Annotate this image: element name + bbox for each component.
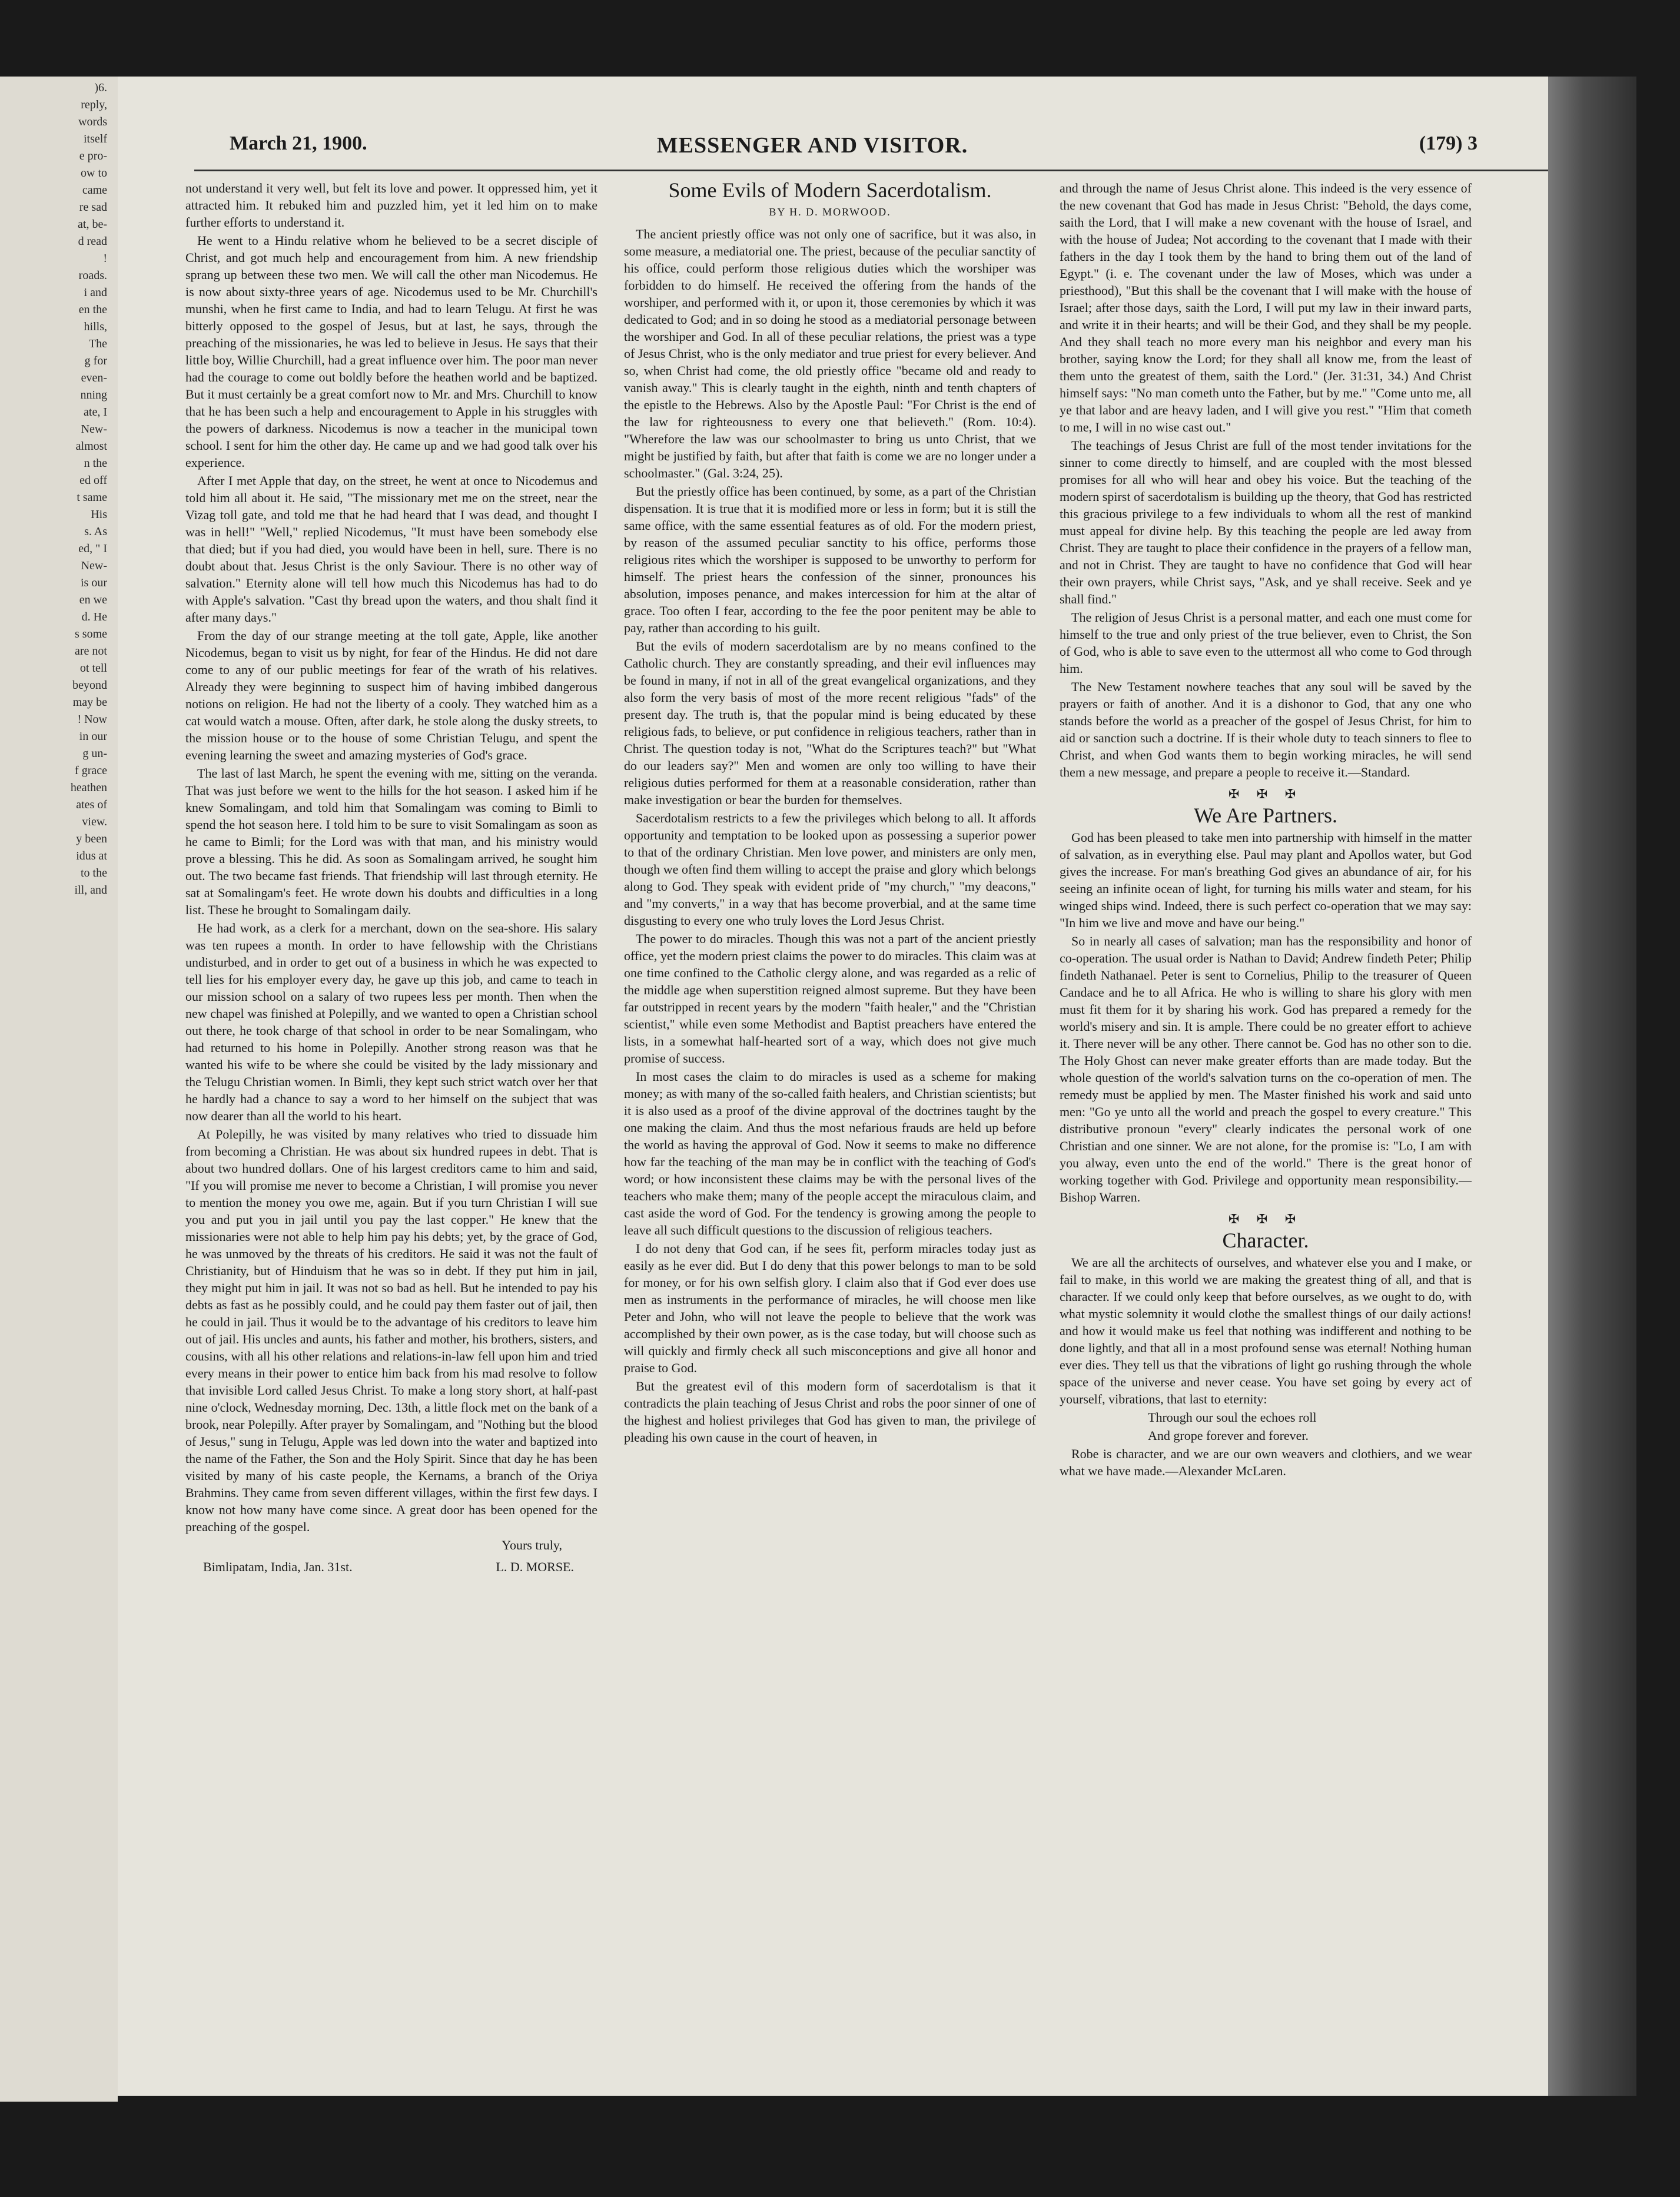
section-ornament: ✠ ✠ ✠	[1228, 786, 1303, 801]
adjacent-text-fragment: in our	[79, 730, 107, 743]
partners-paragraph: God has been pleased to take men into partnership with himself in the matter of salvation, as in everything else. Paul may plant and Apollos water, but God gives the increase. For man's breathing God gives an abundance of air, for his seeing an infinite ocean of light, for turning his mills water and steam, for his winged ships wind. Indeed, there is such perfect co-operation that we may say: "In him we live and move and have our being."	[1060, 830, 1472, 930]
character-title: Character.	[1222, 1229, 1309, 1252]
article-paragraph: The ancient priestly office was not only one of sacrifice, but it was also, in some measure, a mediatorial one. The priest, because of the peculiar sanctity of his office, could perform those religious duties which the worshiper was forbidden to do himself. He received the offering from the hands of the worshiper, and performed with it, or upon it, those ceremonies by which it was dedicated to God; and in so doing he stood as a mediatorial personage between the worshiper and God. In all of these peculiar relations, the priest was a type of Jesus Christ, who is the only mediator and true priest for every believer. And so, when Christ had come, the old priestly office "became old and ready to vanish away." This is clearly taught in the eighth, ninth and tenth chapters of the epistle to the Hebrews. Also by the Apostle Paul: "For Christ is the end of the law for righteousness to every one that believeth." (Rom. 10:4). "Wherefore the law was our schoolmaster to bring us unto Christ, that we might be justified by faith, but after that faith is come we are no longer under a schoolmaster." (Gal. 3:24, 25).	[624, 227, 1036, 480]
column-1	[185, 180, 597, 2052]
character-body	[1060, 1254, 1472, 1408]
article-paragraph: The New Testament nowhere teaches that any soul will be saved by the prayers or faith of another. And it is a dishonor to God, that any one who stands before the world as a preacher of the gospel of Jesus Christ, for him to aid or sanction such a doctrine. If is their whole duty to teach sinners to flee to Christ, and when God wants them to begin working miracles, he will send them a new message, and prepare a people to receive it.—Standard.	[1060, 679, 1472, 779]
dateline-place: Bimlipatam, India, Jan. 31st.	[203, 1559, 353, 1574]
adjacent-text-fragment: view.	[82, 815, 107, 828]
poem-line: And grope forever and forever.	[1148, 1428, 1309, 1443]
adjacent-text-fragment: s some	[75, 628, 107, 640]
adjacent-text-fragment: almost	[75, 440, 107, 453]
adjacent-text-fragment: s. As	[84, 525, 107, 538]
adjacent-text-fragment: e pro-	[79, 150, 107, 162]
adjacent-text-fragment: en we	[79, 593, 107, 606]
adjacent-page-strip	[0, 77, 118, 2102]
adjacent-text-fragment: ill, and	[74, 884, 107, 897]
letter-paragraph: At Polepilly, he was visited by many relatives who tried to dissuade him from becoming a Christian. He was about six hundred rupees in debt. That is about two hundred dollars. One of his largest creditors came to him and said, "If you will promise me never to become a Christian, I will promise you never to mention the money you owe me, again. But if you turn Christian I will sue you and put you in jail until you pay the last copper." He knew that the missionaries were not able to help him pay his debts; yet, by the grace of God, he was unmoved by the threats of his creditors. He said it was not the fault of Christianity, but of Hinduism that he was so in debt. If they put him in jail, they might put him in jail. It was not so bad as hell. But he intended to pay his debts as fast as he possibly could, and he could pay them faster out of jail, then he could in jail. Thus it would be to the advantage of his creditors to leave him out of jail. His uncles and aunts, his father and mother, his brothers, sisters, and cousins, with all his other relations and relations-in-law fell upon him and tried every means in their power to entice him back from his mad resolve to follow that invisible Lord called Jesus Christ. To make a long story short, at half-past nine o'clock, Wednesday morning, Dec. 13th, a little flock met on the bank of a brook, near Polepilly. After prayer by Somalingam, and "Nothing but the blood of Jesus," sung in Telugu, Apple was led down into the water and baptized into the name of the Father, the Son and the Holy Spirit. Since that day he has been visited by many of his caste people, the Kernams, a branch of the Oriya Brahmins. They came from seven different villages, within the first few days. I know not how many have come since. A great door has been opened for the preaching of the gospel.	[185, 1127, 597, 1534]
adjacent-text-fragment: nning	[80, 389, 107, 401]
character-paragraph: We are all the architects of ourselves, and whatever else you and I make, or fail to make, in this world we are making the greatest thing of all, and that is character. If we could only keep that before ourselves, as we ought to do, with what mystic solemnity it would clothe the smallest things of our daily actions! and how it would make us feel that nothing was indifferent and nothing to be done lightly, and that all in a most profound sense was eternal! Nothing human ever dies. They tell us that the vibrations of light go rushing through the whole space of the universe and never cease. You have set going by every act of yourself, vibrations, that last to eternity:	[1060, 1255, 1472, 1406]
adjacent-text-fragment: at, be-	[78, 218, 107, 231]
adjacent-text-fragment: roads.	[78, 269, 107, 282]
adjacent-text-fragment: heathen	[70, 781, 107, 794]
article-paragraph: and through the name of Jesus Christ alone. This indeed is the very essence of the new covenant that God has made in Jesus Christ: "Behold, the days come, saith the Lord, that I will make a new covenant with the house of Israel, and with the house of Judea; Not according to the covenant that I made with their fathers in the day I took them by the hand to bring them out of the land of Egypt." (i. e. The covenant under the law of Moses, which was under a priesthood), "But this shall be the covenant that I will make with the house of Israel; after those days, saith the Lord, I will put my law in their inward parts, and write it in their hearts; and will be their God, and they shall be my people. And they shall teach no more every man his neighbor and every man his brother, saying know the Lord; for they shall all know me, from the least of them unto the greatest of them, saith the Lord." (Jer. 31:31, 34.) And Christ himself says: "No man cometh unto the Father, but by me." "Come unto me, all ye that labor and are heavy laden, and I will give you rest." "Him that cometh to me, I will in no wise cast out."	[1060, 181, 1472, 434]
adjacent-text-fragment: n the	[84, 457, 107, 470]
adjacent-text-fragment: re sad	[79, 201, 107, 214]
adjacent-text-fragment: New-	[81, 423, 107, 436]
adjacent-text-fragment: came	[82, 184, 107, 197]
adjacent-text-fragment: ! Now	[77, 713, 107, 726]
adjacent-text-fragment: hills,	[84, 320, 107, 333]
adjacent-text-fragment: The	[88, 337, 107, 350]
letter-paragraph: After I met Apple that day, on the street, he went at once to Nicodemus and told him all about it. He said, "The missionary met me on the street, near the Vizag toll gate, and told me that he had heard that I was dead, and thought I was in hell!" "Well," replied Nicodemus, "It must have been somebody else that died; but if you had died, you would have been in hell, sure. There is no doubt about that. Jesus Christ is the only Saviour. There is no other way of salvation." Eternity alone will tell how much this Nicodemus has had to do with Apple's salvation. "Cast thy bread upon the waters, and thou shalt find it after many days."	[185, 473, 597, 625]
adjacent-text-fragment: ot tell	[79, 662, 107, 675]
article-continuation	[1060, 180, 1472, 781]
letter-paragraph: The last of last March, he spent the evening with me, sitting on the veranda. That was just before we went to the hills for the hot season. I asked him if he knew Somalingam, and told him that Somalingam was coming to Bimli to spend the hot season here. I told him to be sure to visit Somalingam as soon as he came to Bimli; for the Lord was with that man, and his ministry would prove a blessing. This he did. As soon as Somalingam arrived, he sought him out. The two became fast friends. That friendship will last through eternity. He sat at Somalingam's feet. He wrote down his doubts and difficulties in a long list. These he brought to Somalingam daily.	[185, 766, 597, 917]
letter-paragraph: He had work, as a clerk for a merchant, down on the sea-shore. His salary was ten rupees a month. In order to have fellowship with the Christians undisturbed, and in order to get out of a business in which he was expected to tell lies for his employer every day, he gave up this job, and came to teach in our mission school on a salary of two rupees less per month. Then when the new chapel was finished at Polepilly, and we wanted to open a Christian school out there, he took charge of that school in order to be near Somalingam, who had returned to his home in Polepilly. Another strong reason was that he wanted his wife to be where she could be visited by the lady missionary and the Telugu Christian women. In Bimli, they kept such strict watch over her that he hardly had a chance to say a word to her himself on the subject that was now dearer than all the world to his heart.	[185, 921, 597, 1123]
letter-paragraph: not understand it very well, but felt its love and power. It oppressed him, yet it attracted him. It rebuked him and puzzled him, yet it led him on to make further efforts to understand it.	[185, 181, 597, 230]
adjacent-text-fragment: d. He	[81, 610, 107, 623]
article-paragraph: Sacerdotalism restricts to a few the privileges which belong to all. It affords opportunity and temptation to be looked upon as possessing a superior power to that of the ordinary Christian. Men love power, and ministers are only men, though we often find them willing to accept the praise and glory which belongs along to God. They speak with evident pride of "my church," "my deacons," and "my converts," in a way that has become proverbial, and at the same time disgusting to every one who truly loves the Lord Jesus Christ.	[624, 811, 1036, 928]
adjacent-text-fragment: t same	[77, 491, 107, 504]
adjacent-text-fragment: ed off	[79, 474, 107, 487]
book-binding	[1548, 77, 1636, 2096]
adjacent-text-fragment: may be	[72, 696, 107, 709]
adjacent-text-fragment: are not	[75, 645, 107, 658]
letter-paragraph: He went to a Hindu relative whom he believed to be a secret disciple of Christ, and got much help and encouragement from him. A new friendship sprang up between these two men. We will call the other man Nicodemus. He is now about sixty-three years of age. Nicodemus used to be Mr. Churchill's munshi, when he first came to India, and had to learn Telugu. At first he was bitterly opposed to the gospel of Jesus, but at last, he says, through the preaching of the missionaries, he was led to believe in Jesus. He says that their little boy, Willie Churchill, had a great influence over him. The poor man never had the courage to come out boldly before the heathen world and be baptized. But it must certainly be a great comfort now to Mr. and Mrs. Churchill to know that he has been such a help and encouragement to Apple in his struggles with the powers of darkness. Nicodemus is now a teacher in the municipal town school. I sent for him the other day. He came up and we had good talk over his experience.	[185, 233, 597, 470]
partners-paragraph: So in nearly all cases of salvation; man has the responsibility and honor of co-operation. The usual order is Nathan to David; Andrew findeth Peter; Philip findeth Nathanael. Peter is sent to Cornelius, Philip to the treasurer of Queen Candace and he to all Africa. He who is willing to share his glory with men must fit them for it by sharing his work. God has prepared a remedy for the world's misery and sin. It is ample. There could be no greater effort to achieve it. There never will be any other. There cannot be. God has no other son to die. The Holy Ghost can never make greater efforts than are made today. But the whole question of the world's salvation turns on the co-operation of men. The remedy must be applied by men. The Master finished his work and said unto men: "Go ye unto all the world and preach the gospel to every creature." This distributive pronoun "every" clearly indicates the personal work of one Christian and one sinner. We are not alone, for the promise is: "Lo, I am with you alway, even unto the end of the world." There is the great honor of working together with God. Privilege and opportunity mean responsibility.—Bishop Warren.	[1060, 934, 1472, 1204]
article-paragraph: In most cases the claim to do miracles is used as a scheme for making money; as with many of the so-called faith healers, and Christian scientists; but it is also used as a proof of the divine approval of the doctrines taught by the one making the claim. And thus the most nefarious frauds are held up before the world as having the approval of God. Now it seems to make no difference how far the teaching of the man may be in conflict with the teaching of God's word; or how inconsistent these claims may be with the personal lives of the teachers who make them; many of the people accept the miraculous claim, and cast aside the word of God. For the tendency is growing among the people to leave all such difficult questions to the discussion of religious teachers.	[624, 1069, 1036, 1237]
adjacent-text-fragment: !	[103, 252, 107, 265]
adjacent-text-fragment: en the	[78, 303, 107, 316]
adjacent-text-fragment: reply,	[81, 98, 107, 111]
article-paragraph: The religion of Jesus Christ is a personal matter, and each one must come for himself to the true and only priest of the true believer, even to Christ, the Son of God, who is able to save even to the uttermost all who come to God through him.	[1060, 610, 1472, 676]
page-header	[194, 132, 1478, 168]
adjacent-text-fragment: i and	[84, 286, 107, 299]
column-3	[1060, 180, 1472, 2052]
adjacent-text-fragment: itself	[84, 132, 107, 145]
header-page-number: (179) 3	[1419, 132, 1478, 154]
article-title: Some Evils of Modern Sacerdotalism.	[668, 180, 992, 202]
column-2	[624, 180, 1036, 2052]
adjacent-text-fragment: beyond	[72, 679, 107, 692]
adjacent-text-fragment: ates of	[76, 798, 107, 811]
newspaper-page	[118, 77, 1548, 2096]
closing-paragraph: Robe is character, and we are our own weavers and clothiers, and we wear what we have made.—Alexander McLaren.	[1060, 1446, 1472, 1478]
adjacent-text-fragment: ow to	[81, 167, 107, 180]
poem-quote	[1060, 1409, 1472, 1444]
partners-body	[1060, 829, 1472, 1206]
adjacent-text-fragment: ate, I	[84, 406, 107, 419]
header-date: March 21, 1900.	[230, 132, 367, 154]
article-paragraph: But the evils of modern sacerdotalism are by no means confined to the Catholic church. They are constantly spreading, and their evil influences may be found in many, if not in all of the great evangelical organizations, and they also form the very basis of most of the more recent religious "fads" of the present day. The truth is, that the popular mind is being educated by these religious fads, to believe, or put confidence in religious teachers, rather than in Christ. The question today is not, "What do the Scriptures teach?" but "What do our leaders say?" Men and women are only too willing to have their religious duties performed for them at a reasonable consideration, rather than make investigation or bear the burden for themselves.	[624, 639, 1036, 807]
article-body	[624, 225, 1036, 1446]
article-paragraph: But the priestly office has been continued, by some, as a part of the Christian dispensation. It is true that it is modified more or less in form; but it is still the same office, with the same essential features as of old. For the modern priest, by reason of the assumed peculiar sanctity to his office, performs those religious rites which the worshiper is supposed to be unworthy to perform for himself. The priest hears the confession of the sinner, pronounces his absolution, imposes penance, and makes intercession for him at the altar of grace. Too often I fear, according to the fee the poor penitent may be able to pay, rather than according to his guilt.	[624, 484, 1036, 635]
adjacent-text-fragment: d read	[78, 235, 107, 248]
adjacent-text-fragment: to the	[81, 867, 107, 880]
adjacent-text-fragment: is our	[81, 576, 107, 589]
letter-paragraph: Yours truly,	[502, 1538, 562, 1552]
adjacent-text-fragment: g un-	[82, 747, 107, 760]
adjacent-text-fragment: y been	[76, 832, 107, 845]
article-paragraph: But the greatest evil of this modern form of sacerdotalism is that it contradicts the plain teaching of Jesus Christ and robs the poor sinner of one of the highest and holiest privileges that God has given to man, the privilege of pleading his own cause in the court of heaven, in	[624, 1379, 1036, 1445]
section-ornament: ✠ ✠ ✠	[1228, 1212, 1303, 1226]
adjacent-text-fragment: g for	[84, 354, 107, 367]
adjacent-text-fragment: idus at	[76, 849, 107, 862]
article-paragraph: I do not deny that God can, if he sees fit, perform miracles today just as easily as he ever did. But I do deny that this power belongs to man to be sold for money, or for his own selfish glory. I claim also that if God ever does use men as instruments in the performance of miracles, he will choose men like Peter and John, who will not leave the people to believe that the work was accomplished by their own power, as is the case today, but will choose such as will quickly and firmly check all such misconceptions and give all honor and praise to God.	[624, 1241, 1036, 1375]
article-paragraph: The teachings of Jesus Christ are full of the most tender invitations for the sinner to come directly to himself, and are coupled with the most blessed promises for all who will hear and obey his voice. But the teaching of the modern spirst of sacerdotalism is building up the theory, that God has restricted this gracious privilege to a few individuals to whom all the rest of mankind must appeal for divine help. By this teaching the people are led away from Christ. They are taught to place their confidence in the prayers of a fellow man, and not in Christ. They are taught to have no confidence that God will hear their own prayers, while Christ says, "Ask, and ye shall receive. Seek and ye shall find."	[1060, 438, 1472, 606]
header-rule	[194, 170, 1548, 171]
partners-title: We Are Partners.	[1193, 804, 1338, 827]
adjacent-text-fragment: New-	[81, 559, 107, 572]
adjacent-text-fragment: )6.	[94, 81, 107, 94]
article-byline: BY H. D. MORWOOD.	[769, 206, 891, 218]
adjacent-text-fragment: f grace	[75, 764, 107, 777]
adjacent-text-fragment: ed, " I	[78, 542, 107, 555]
adjacent-text-fragment: even-	[81, 371, 107, 384]
adjacent-text-fragment: His	[91, 508, 107, 521]
poem-line: Through our soul the echoes roll	[1148, 1410, 1317, 1425]
header-title: MESSENGER AND VISITOR.	[656, 133, 968, 158]
letter-paragraph: From the day of our strange meeting at the toll gate, Apple, like another Nicodemus, began to visit us by night, for fear of the Hindus. He did not dare come to any of our public meetings for fear of the wrath of his relatives. Already they were beginning to suspect him of having imbibed dangerous notions on religion. He had not the liberty of a cooly. They watched him as a cat would watch a mouse. Often, after dark, he stole along the dusky streets, to the mission house or to the house of some Christian Telugu, and spent the evening learning the sweet and amazing mysteries of God's grace.	[185, 628, 597, 762]
adjacent-text-fragment: words	[78, 115, 107, 128]
dateline-author: L. D. MORSE.	[496, 1559, 574, 1574]
article-paragraph: The power to do miracles. Though this was not a part of the ancient priestly office, yet the modern priest claims the power to do miracles. This claim was at one time confined to the Catholic clergy alone, and was regarded as a relic of the middle age when superstition reigned almost supreme. But they have been far outstripped in recent years by the modern "faith healer," and the "Christian scientist," while even some Methodist and Baptist preachers have entered the lists, in a somewhat half-hearted sort of a way, which does not give much promise of success.	[624, 931, 1036, 1066]
letter-dateline	[185, 1558, 597, 1575]
